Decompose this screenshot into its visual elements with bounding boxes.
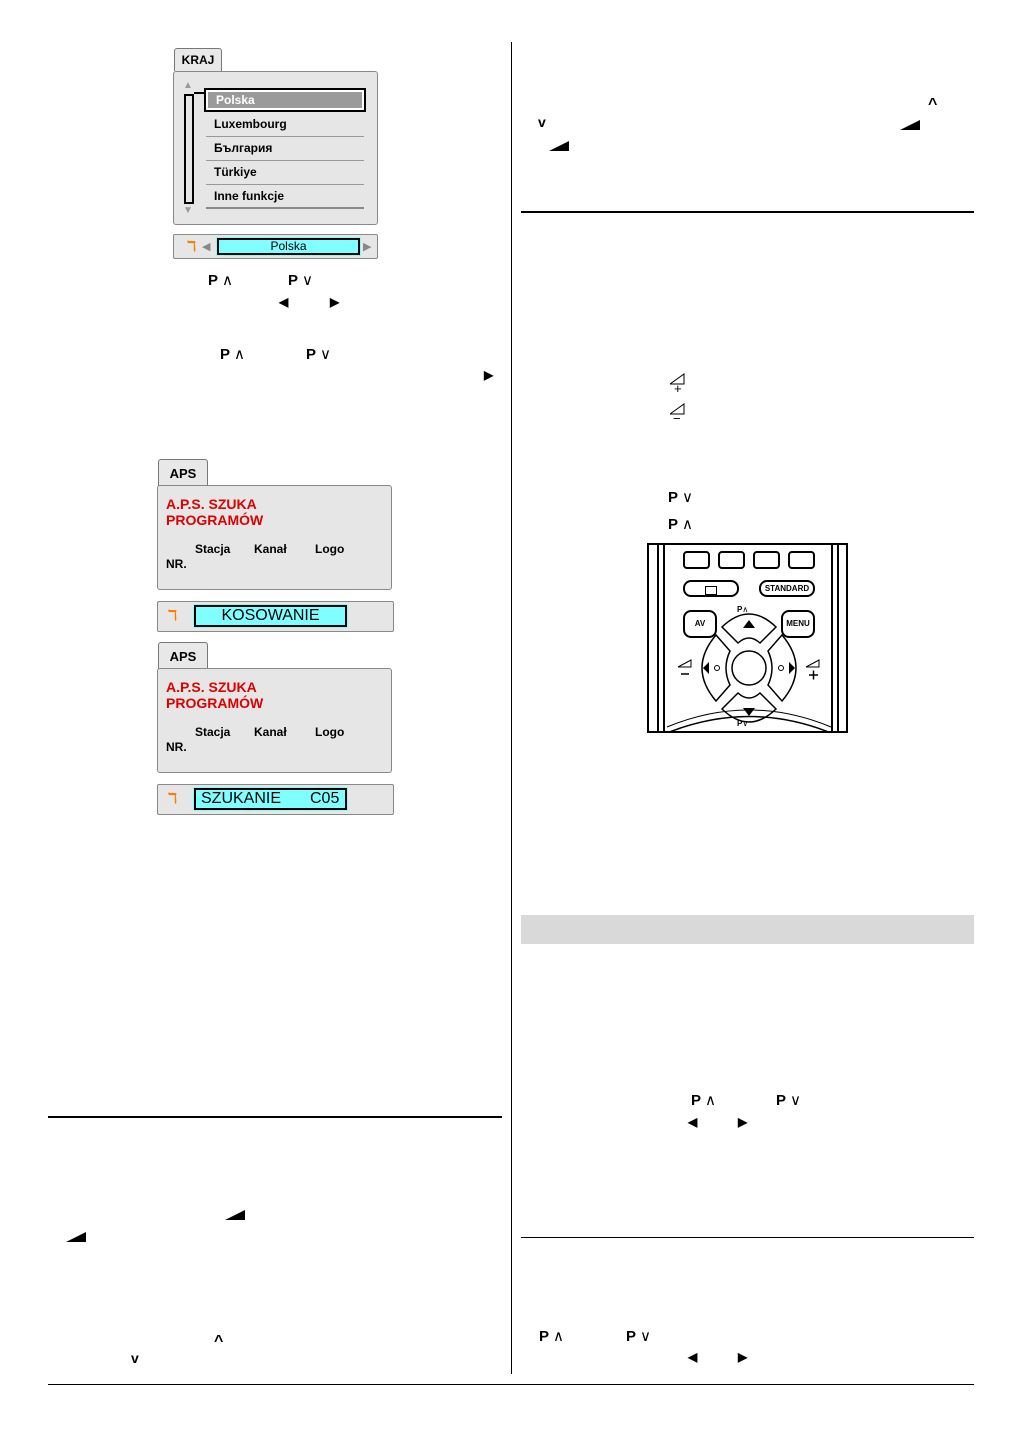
section-divider	[48, 1116, 502, 1118]
p-label: P	[306, 346, 317, 363]
av-button[interactable]: AV	[683, 610, 717, 638]
col-channel: Kanał	[254, 542, 287, 556]
p-up-button[interactable]	[722, 614, 776, 643]
p-down-icon: ∨	[682, 489, 693, 506]
left-arrow-icon: ◀	[279, 295, 289, 309]
dpad-center[interactable]	[732, 651, 766, 685]
country-value[interactable]: Polska	[217, 238, 360, 255]
teletext-icon	[705, 586, 717, 595]
caret-up-icon: ^	[928, 96, 938, 113]
menu-item-selected[interactable]	[204, 88, 366, 112]
aps-panel	[157, 668, 392, 773]
arrow-right-icon[interactable]: ▶	[363, 241, 372, 253]
aps-tab[interactable]: APS	[158, 642, 208, 669]
p-up-icon: ∧	[222, 272, 233, 289]
remote-control	[647, 543, 848, 733]
p-down-icon: ∨	[640, 1328, 651, 1345]
color-button-1[interactable]	[683, 551, 710, 569]
menu-item[interactable]: Inne funkcje	[206, 189, 364, 209]
section-divider	[521, 1237, 974, 1238]
p-label: P	[288, 272, 299, 289]
menu-button[interactable]: MENU	[781, 610, 815, 638]
menu-item[interactable]: Türkiye	[206, 165, 364, 185]
kraj-tab[interactable]: KRAJ	[174, 48, 222, 71]
col-logo: Logo	[315, 725, 345, 739]
down-icon: ∨	[742, 719, 749, 728]
volume-icon	[225, 1210, 245, 1220]
p-up-icon: ∧	[682, 516, 693, 533]
color-button-4[interactable]	[788, 551, 815, 569]
column-divider	[511, 42, 512, 1374]
caret-down-icon: v	[131, 1350, 139, 1366]
remote-p-label: P∨	[737, 719, 749, 728]
status-label: SZUKANIE	[201, 790, 282, 807]
p-label: P	[668, 489, 679, 506]
kraj-menu-panel	[173, 71, 378, 225]
p-label: P	[668, 516, 679, 533]
aps-title: A.P.S. SZUKA	[166, 496, 257, 512]
col-station: Stacja	[195, 725, 231, 739]
p-label: P	[626, 1328, 637, 1345]
right-arrow-icon: ▶	[738, 1350, 748, 1364]
scrollbar-track[interactable]	[184, 94, 194, 204]
scroll-down-icon[interactable]: ▼	[183, 205, 193, 216]
remote-volume-up-icon	[805, 659, 823, 683]
remote-volume-down-icon	[677, 659, 695, 681]
col-nr: NR.	[166, 740, 187, 754]
remote-bottom-curve	[649, 705, 848, 733]
page-footer-rule	[48, 1384, 974, 1385]
p-label: P	[776, 1092, 787, 1109]
p-label: P	[539, 1328, 550, 1345]
teletext-button[interactable]	[683, 580, 739, 597]
p-up-icon: ∧	[553, 1328, 564, 1345]
aps-tab[interactable]: APS	[158, 459, 208, 486]
p-down-icon: ∨	[302, 272, 313, 289]
scroll-up-icon[interactable]: ▲	[183, 80, 193, 91]
aps-title: PROGRAMÓW	[166, 512, 264, 528]
p-down-icon: ∨	[790, 1092, 801, 1109]
p-label: P	[220, 346, 231, 363]
right-arrow-icon: ▶	[330, 295, 340, 309]
section-header-bar	[521, 915, 974, 944]
volume-icon	[549, 141, 569, 151]
status-channel: C05	[310, 790, 340, 807]
volume-icon	[66, 1232, 86, 1242]
remote-p-label: P∧	[737, 605, 749, 614]
volume-icon	[900, 120, 920, 130]
right-arrow-icon: ▶	[484, 368, 494, 382]
up-icon: ∧	[742, 605, 749, 614]
left-arrow-icon: ◀	[688, 1115, 698, 1129]
aps-panel	[157, 485, 392, 590]
aps-title: A.P.S. SZUKA	[166, 679, 257, 695]
col-logo: Logo	[315, 542, 345, 556]
color-button-2[interactable]	[718, 551, 745, 569]
menu-item-label: Polska	[208, 92, 362, 108]
col-channel: Kanał	[254, 725, 287, 739]
aps-title: PROGRAMÓW	[166, 695, 264, 711]
section-divider	[521, 211, 974, 213]
p-label: P	[691, 1092, 702, 1109]
menu-item[interactable]: Luxembourg	[206, 117, 364, 137]
status-text	[194, 788, 347, 810]
caret-down-icon: v	[538, 114, 546, 130]
standard-button[interactable]: STANDARD	[759, 580, 815, 597]
plus-sign: +	[674, 381, 682, 396]
arrow-left-icon[interactable]: ◀	[202, 241, 211, 253]
p-down-icon: ∨	[320, 346, 331, 363]
col-station: Stacja	[195, 542, 231, 556]
wrench-icon: ℸ	[168, 607, 178, 623]
p-up-icon: ∧	[234, 346, 245, 363]
wrench-icon: ℸ	[187, 238, 197, 254]
color-button-3[interactable]	[753, 551, 780, 569]
minus-sign: −	[673, 411, 681, 426]
col-nr: NR.	[166, 557, 187, 571]
p-up-icon: ∧	[705, 1092, 716, 1109]
right-arrow-icon: ▶	[738, 1115, 748, 1129]
left-arrow-icon: ◀	[688, 1350, 698, 1364]
caret-up-icon: ^	[214, 1333, 224, 1350]
wrench-icon: ℸ	[168, 790, 178, 806]
menu-item[interactable]: България	[206, 141, 364, 161]
status-text: KOSOWANIE	[194, 605, 347, 627]
p-label: P	[208, 272, 219, 289]
